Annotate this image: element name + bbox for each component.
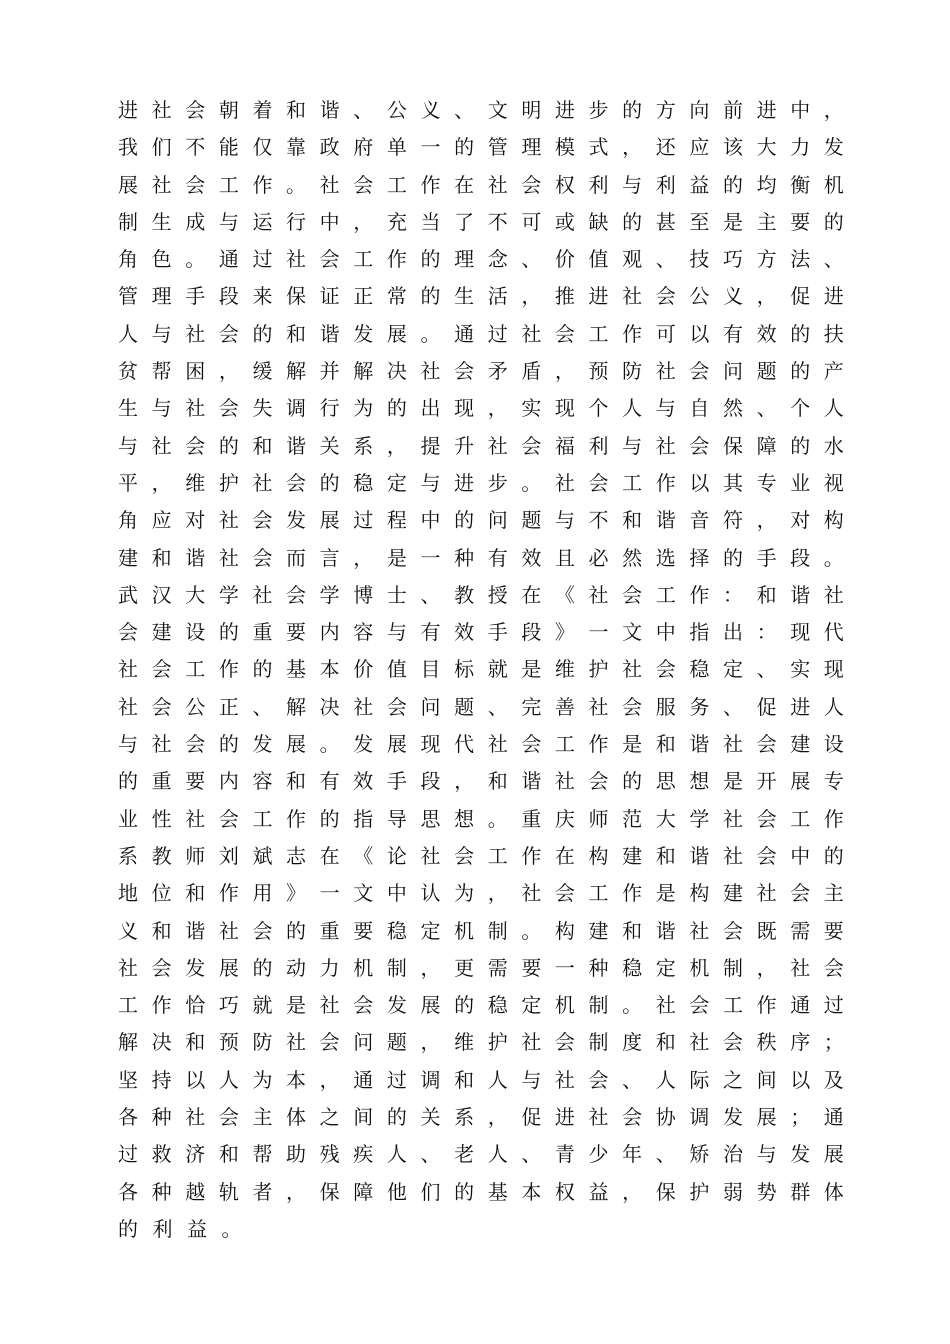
text-line: 地 位 和 作 用 》 一 文 中 认 为 ， 社 会 工 作 是 构 建 社 会 主 bbox=[118, 881, 844, 906]
text-line: 解 决 和 预 防 社 会 问 题 ， 维 护 社 会 制 度 和 社 会 秩 序 ； bbox=[118, 1030, 844, 1055]
text-line: 社 会 发 展 的 动 力 机 制 ， 更 需 要 一 种 稳 定 机 制 ， 社 会 bbox=[118, 955, 844, 980]
text-line: 各 种 社 会 主 体 之 间 的 关 系 ， 促 进 社 会 协 调 发 展 ； 通 bbox=[118, 1105, 844, 1130]
text-line: 义 和 谐 社 会 的 重 要 稳 定 机 制 。 构 建 和 谐 社 会 既 需 要 bbox=[118, 918, 844, 943]
text-line: 建 和 谐 社 会 而 言 ， 是 一 种 有 效 且 必 然 选 择 的 手 段 。 bbox=[118, 545, 844, 570]
text-line: 武 汉 大 学 社 会 学 博 士 、 教 授 在 《 社 会 工 作 ： 和 谐 社 bbox=[118, 582, 844, 607]
text-line: 角 应 对 社 会 发 展 过 程 中 的 问 题 与 不 和 谐 音 符 ， 对 构 bbox=[118, 508, 844, 533]
text-line: 展 社 会 工 作 。 社 会 工 作 在 社 会 权 利 与 利 益 的 均 衡 机 bbox=[118, 172, 844, 197]
text-line: 进 社 会 朝 着 和 谐 、 公 义 、 文 明 进 步 的 方 向 前 进 中 ， bbox=[118, 98, 844, 122]
text-line: 过 救 济 和 帮 助 残 疾 人 、 老 人 、 青 少 年 、 矫 治 与 发 展 bbox=[118, 1142, 844, 1167]
text-line: 系 教 师 刘 斌 志 在 《 论 社 会 工 作 在 构 建 和 谐 社 会 中 的 bbox=[118, 843, 844, 868]
text-line: 角 色 。 通 过 社 会 工 作 的 理 念 、 价 值 观 、 技 巧 方 法 、 bbox=[118, 247, 844, 272]
text-line: 与 社 会 的 发 展 。 发 展 现 代 社 会 工 作 是 和 谐 社 会 建 设 bbox=[118, 732, 844, 757]
text-line: 制 生 成 与 运 行 中 ， 充 当 了 不 可 或 缺 的 甚 至 是 主 要 的 bbox=[118, 209, 844, 234]
text-line: 工 作 恰 巧 就 是 社 会 发 展 的 稳 定 机 制 。 社 会 工 作 通 过 bbox=[118, 993, 844, 1018]
text-line: 社 会 工 作 的 基 本 价 值 目 标 就 是 维 护 社 会 稳 定 、 实 现 bbox=[118, 657, 844, 682]
text-line: 的 利 益 。 bbox=[118, 1216, 242, 1241]
text-line: 我 们 不 能 仅 靠 政 府 单 一 的 管 理 模 式 ， 还 应 该 大 力 发 bbox=[118, 135, 844, 160]
text-line: 会 建 设 的 重 要 内 容 与 有 效 手 段 》 一 文 中 指 出 ： 现 代 bbox=[118, 620, 844, 645]
text-line: 的 重 要 内 容 和 有 效 手 段 ， 和 谐 社 会 的 思 想 是 开 展 专 bbox=[118, 769, 844, 794]
text-line: 业 性 社 会 工 作 的 指 导 思 想 。 重 庆 师 范 大 学 社 会 工 作 bbox=[118, 806, 844, 831]
text-line: 与 社 会 的 和 谐 关 系 ， 提 升 社 会 福 利 与 社 会 保 障 的 水 bbox=[118, 433, 844, 458]
text-line: 贫 帮 困 ， 缓 解 并 解 决 社 会 矛 盾 ， 预 防 社 会 问 题 的 产 bbox=[118, 359, 844, 384]
body-paragraph bbox=[118, 92, 844, 1248]
text-line: 生 与 社 会 失 调 行 为 的 出 现 ， 实 现 个 人 与 自 然 、 个 人 bbox=[118, 396, 844, 421]
text-line: 各 种 越 轨 者 ， 保 障 他 们 的 基 本 权 益 ， 保 护 弱 势 群 体 bbox=[118, 1179, 844, 1204]
text-line: 坚 持 以 人 为 本 ， 通 过 调 和 人 与 社 会 、 人 际 之 间 以 及 bbox=[118, 1067, 844, 1092]
text-line: 社 会 公 正 、 解 决 社 会 问 题 、 完 善 社 会 服 务 、 促 进 人 bbox=[118, 694, 844, 719]
text-line: 平 ， 维 护 社 会 的 稳 定 与 进 步 。 社 会 工 作 以 其 专 业 视 bbox=[118, 470, 844, 495]
text-line: 人 与 社 会 的 和 谐 发 展 。 通 过 社 会 工 作 可 以 有 效 的 扶 bbox=[118, 321, 844, 346]
text-line: 管 理 手 段 来 保 证 正 常 的 生 活 ， 推 进 社 会 公 义 ， 促 进 bbox=[118, 284, 844, 309]
